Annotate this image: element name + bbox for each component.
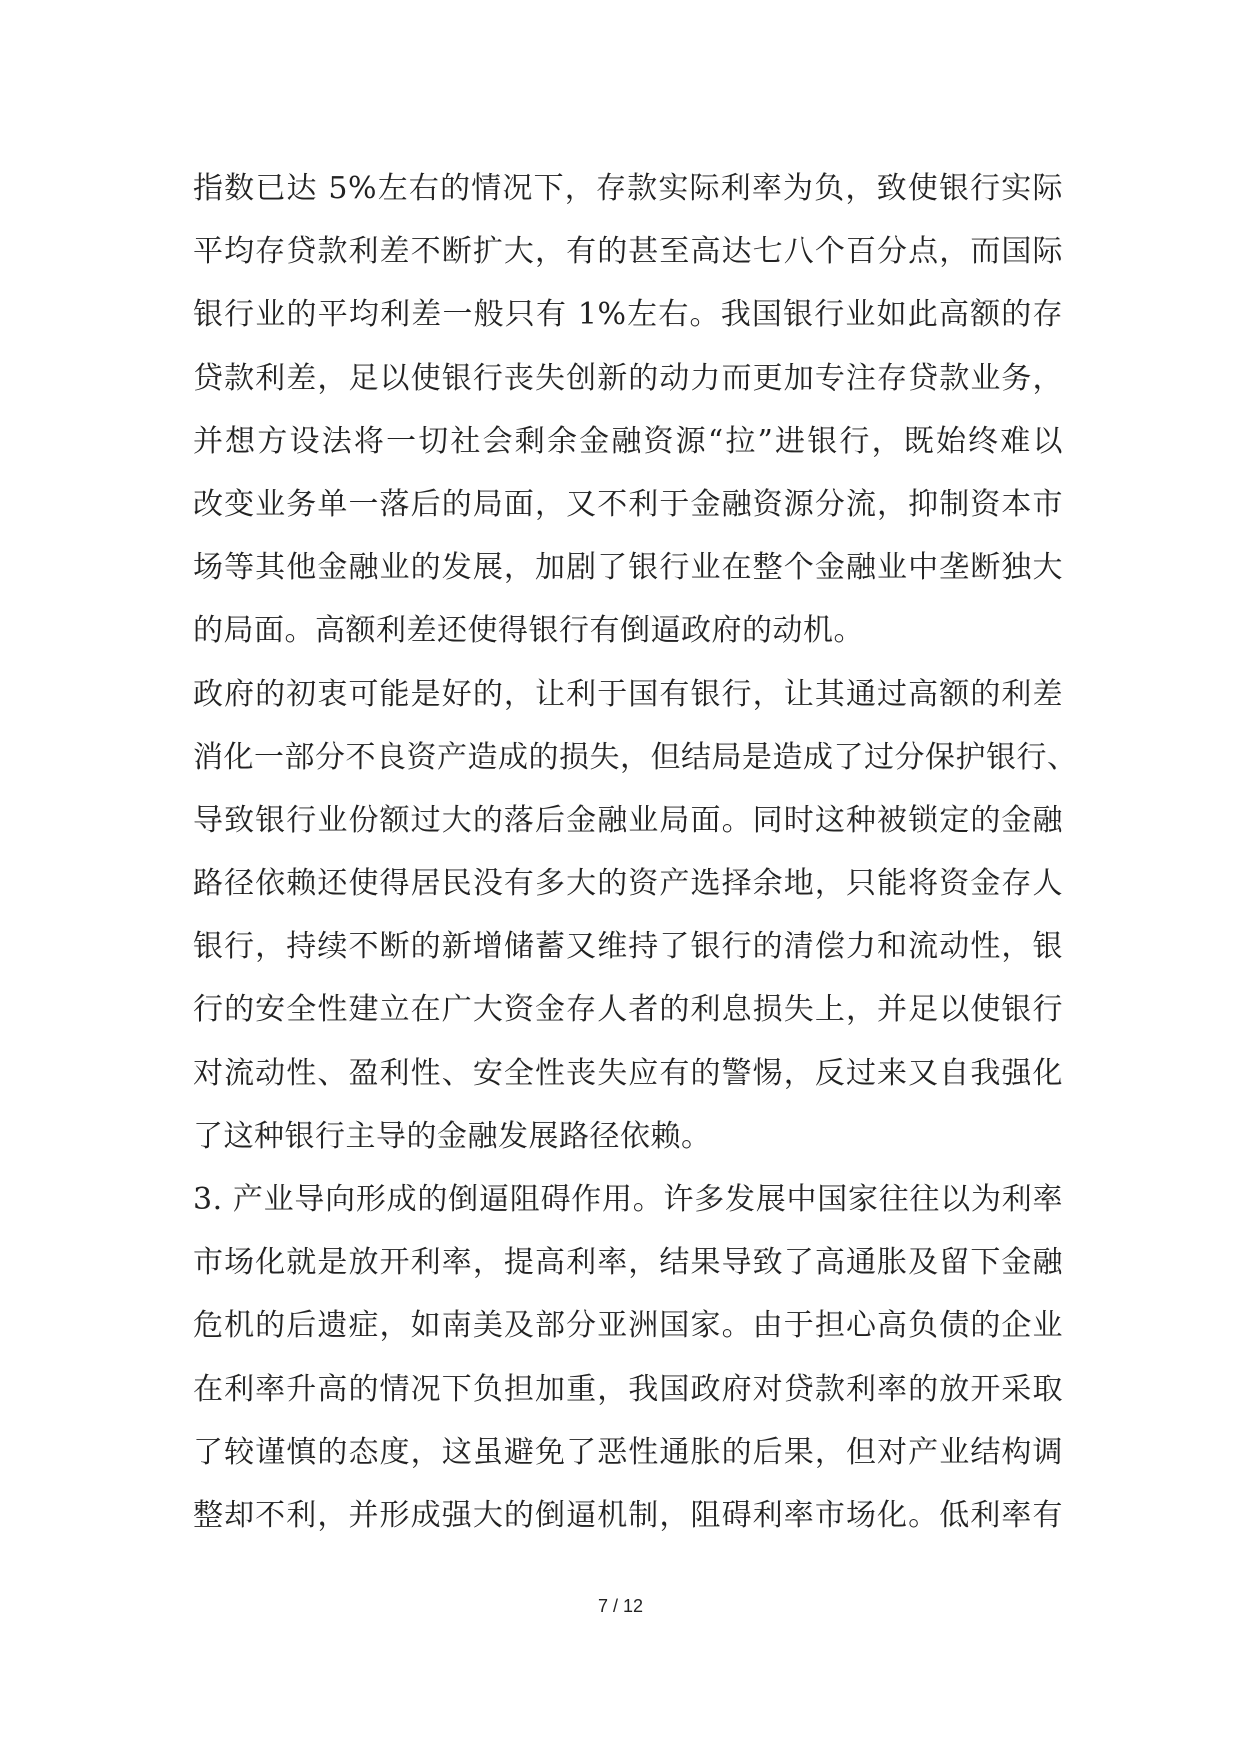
page-number: 7 / 12 xyxy=(597,1596,644,1616)
text-line: 了这种银行主导的金融发展路径依赖。 xyxy=(193,1118,712,1154)
text-line: 了较谨慎的态度，这虽避免了恶性通胀的后果，但对产业结构调 xyxy=(193,1434,1063,1470)
text-line: 在利率升高的情况下负担加重，我国政府对贷款利率的放开采取 xyxy=(193,1371,1063,1407)
text-line: 对流动性、盈利性、安全性丧失应有的警惕，反过来又自我强化 xyxy=(193,1055,1063,1091)
text-line: 行的安全性建立在广大资金存人者的利息损失上，并足以使银行 xyxy=(193,992,1063,1028)
text-line: 场等其他金融业的发展，加剧了银行业在整个金融业中垄断独大 xyxy=(193,550,1063,586)
text-line: 整却不利，并形成强大的倒逼机制，阻碍利率市场化。低利率有 xyxy=(193,1497,1063,1533)
body-text xyxy=(193,157,1078,1547)
text-line: 银行业的平均利差一般只有 1%左右。我国银行业如此高额的存 xyxy=(193,297,1063,333)
text-line: 的局面。高额利差还使得银行有倒逼政府的动机。 xyxy=(193,613,864,649)
text-line: 市场化就是放开利率，提高利率，结果导致了高通胀及留下金融 xyxy=(193,1245,1063,1281)
text-line: 消化一部分不良资产造成的损失，但结局是造成了过分保护银行、 xyxy=(193,739,1078,775)
text-line: 指数已达 5%左右的情况下，存款实际利率为负，致使银行实际 xyxy=(193,171,1063,206)
text-line: 政府的初衷可能是好的，让利于国有银行，让其通过高额的利差 xyxy=(193,676,1063,712)
text-line: 银行，持续不断的新增储蓄又维持了银行的清偿力和流动性，银 xyxy=(193,929,1063,965)
text-line: 并想方设法将一切社会剩余金融资源“拉”进银行，既始终难以 xyxy=(193,423,1063,459)
text-line: 危机的后遗症，如南美及部分亚洲国家。由于担心高负债的企业 xyxy=(193,1308,1063,1344)
text-line: 贷款利差，足以使银行丧失创新的动力而更加专注存贷款业务， xyxy=(193,360,1063,396)
text-line: 导致银行业份额过大的落后金融业局面。同时这种被锁定的金融 xyxy=(193,802,1063,838)
text-line: 改变业务单一落后的局面，又不利于金融资源分流，抑制资本市 xyxy=(193,486,1063,522)
text-line: 3. 产业导向形成的倒逼阻碍作用。许多发展中国家往往以为利率 xyxy=(193,1182,1063,1217)
text-line: 平均存贷款利差不断扩大，有的甚至高达七八个百分点，而国际 xyxy=(193,234,1063,270)
text-line: 路径依赖还使得居民没有多大的资产选择余地，只能将资金存人 xyxy=(193,866,1063,902)
